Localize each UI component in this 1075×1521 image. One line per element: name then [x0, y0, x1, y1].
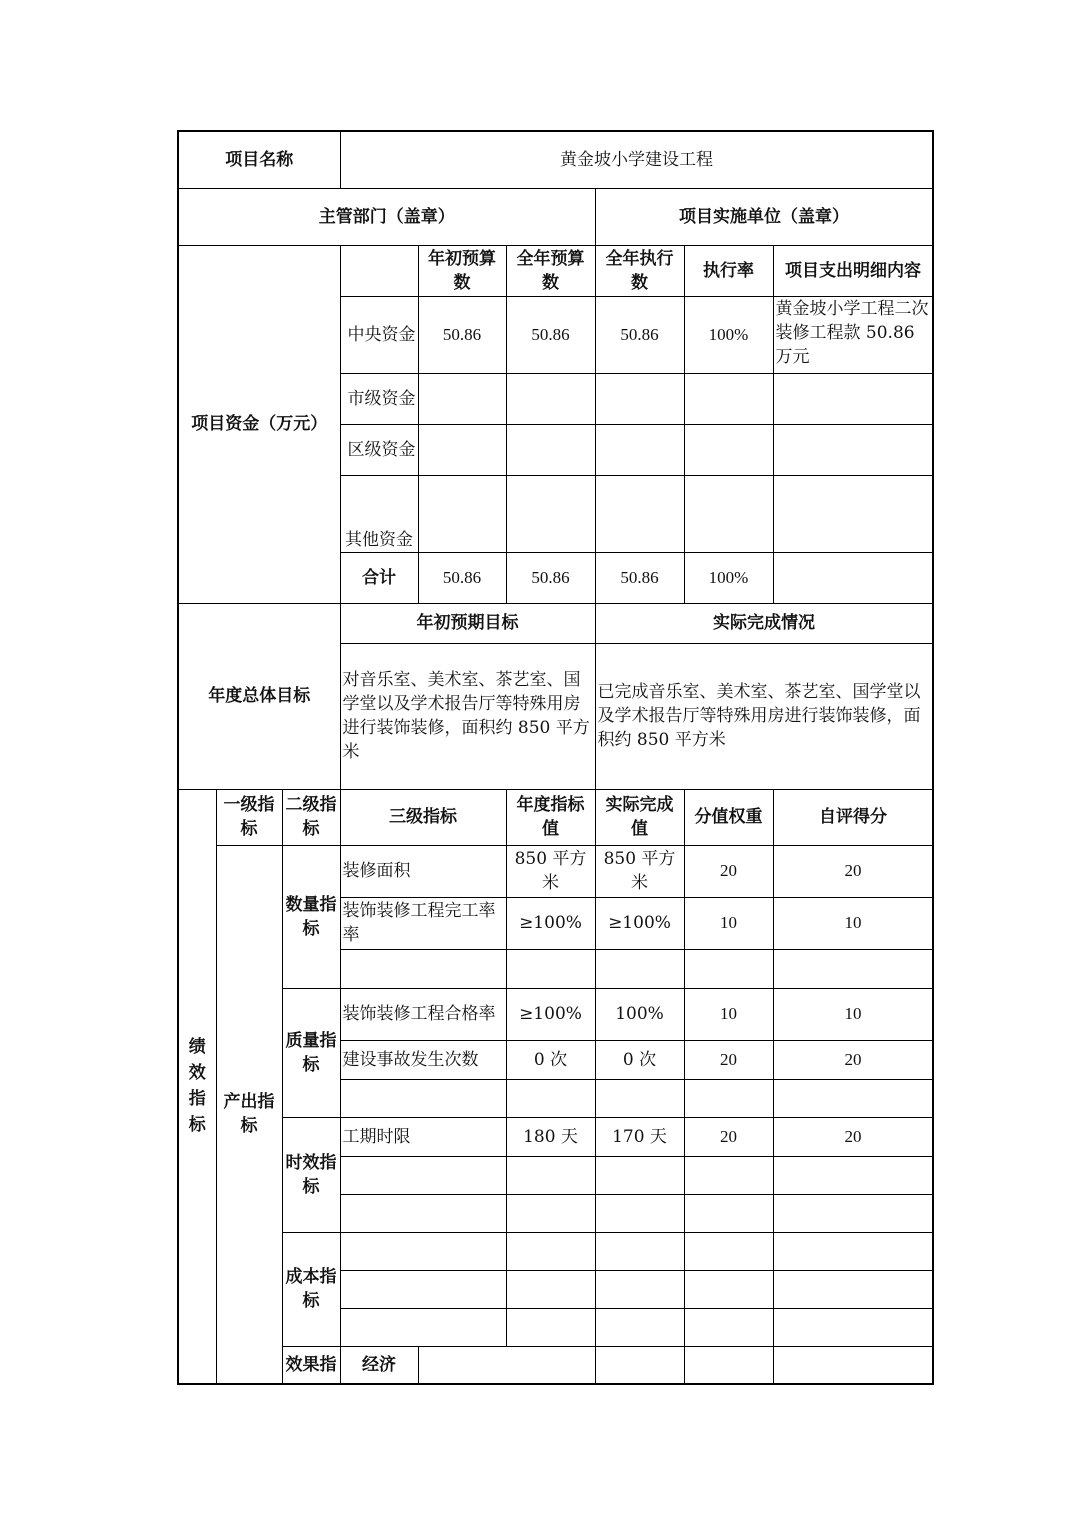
indicator-actual: 0 次	[595, 1040, 684, 1079]
indicator-score: 10	[773, 988, 933, 1040]
funds-header-annual: 全年预算数	[506, 245, 595, 296]
funds-row-label: 市级资金	[340, 373, 418, 424]
indicator-weight	[684, 949, 773, 988]
funds-row-label: 中央资金	[340, 296, 418, 373]
indicator-name: 工期时限	[340, 1117, 506, 1156]
expected-goal-text: 对音乐室、美术室、茶艺室、国学堂以及学术报告厅等特殊用房进行装饰装修，面积约 850 平方米	[340, 643, 595, 789]
indicator-target	[506, 1270, 595, 1308]
quality-indicator-label: 质量指标	[282, 988, 340, 1117]
expected-goal-header: 年初预期目标	[340, 603, 595, 643]
indicator-actual	[595, 1079, 684, 1117]
performance-label: 绩效指标	[178, 789, 216, 1384]
funds-cell	[595, 475, 684, 552]
funds-header-executed: 全年执行数	[595, 245, 684, 296]
funds-header-rate: 执行率	[684, 245, 773, 296]
indicator-score	[773, 1232, 933, 1270]
effect-indicator-label: 效果指	[282, 1346, 340, 1384]
indicator-weight	[684, 1308, 773, 1346]
cost-indicator-label: 成本指标	[282, 1232, 340, 1346]
funds-cell	[418, 475, 506, 552]
funds-cell	[595, 373, 684, 424]
funds-cell	[684, 475, 773, 552]
indicator-name	[418, 1346, 595, 1384]
funds-header-detail: 项目支出明细内容	[773, 245, 933, 296]
indicator-name	[340, 1308, 506, 1346]
indicator-name: 装修面积	[340, 845, 506, 897]
funds-cell	[506, 373, 595, 424]
project-name-value: 黄金坡小学建设工程	[340, 131, 933, 188]
quantity-indicator-label: 数量指标	[282, 845, 340, 988]
funds-total-cell: 50.86	[506, 552, 595, 603]
indicator-target	[506, 949, 595, 988]
indicator-target: ≥100%	[506, 988, 595, 1040]
indicator-score: 20	[773, 845, 933, 897]
funds-cell	[684, 424, 773, 475]
indicator-actual: 100%	[595, 988, 684, 1040]
actual-goal-header: 实际完成情况	[595, 603, 933, 643]
indicator-score	[773, 1079, 933, 1117]
indicator-name	[340, 1156, 506, 1194]
indicator-weight	[773, 1346, 933, 1384]
funds-cell	[418, 373, 506, 424]
funds-detail: 黄金坡小学工程二次装修工程款 50.86 万元	[773, 296, 933, 373]
funds-cell	[684, 373, 773, 424]
project-table	[177, 130, 934, 1385]
funds-total-cell: 50.86	[418, 552, 506, 603]
indicator-name: 装饰装修工程合格率	[340, 988, 506, 1040]
indicator-weight	[684, 1270, 773, 1308]
indicator-weight: 20	[684, 1040, 773, 1079]
indicator-weight	[684, 1156, 773, 1194]
indicator-score	[773, 949, 933, 988]
indicator-weight: 10	[684, 897, 773, 949]
indicator-name: 装饰装修工程完工率率	[340, 897, 506, 949]
indicator-actual	[595, 1194, 684, 1232]
indicator-name: 建设事故发生次数	[340, 1040, 506, 1079]
funds-row-label: 其他资金	[340, 475, 418, 552]
indicator-weight: 10	[684, 988, 773, 1040]
indicator-score	[773, 1308, 933, 1346]
funds-header-blank	[340, 245, 418, 296]
indicator-score: 10	[773, 897, 933, 949]
indicator-actual	[595, 949, 684, 988]
annual-goal-label: 年度总体目标	[178, 603, 340, 789]
funds-cell: 50.86	[418, 296, 506, 373]
funds-cell: 50.86	[595, 296, 684, 373]
funds-detail	[773, 373, 933, 424]
funds-label: 项目资金（万元）	[178, 245, 340, 603]
indicator-target	[506, 1156, 595, 1194]
indicator-weight: 20	[684, 1117, 773, 1156]
funds-total-label: 合计	[340, 552, 418, 603]
actual-goal-text: 已完成音乐室、美术室、茶艺室、国学堂以及学术报告厅等特殊用房进行装饰装修，面积约 850 平方米	[595, 643, 933, 789]
indicator-actual	[595, 1308, 684, 1346]
funds-cell	[506, 475, 595, 552]
funds-header-initial: 年初预算数	[418, 245, 506, 296]
indicator-name	[340, 1232, 506, 1270]
funds-total-detail	[773, 552, 933, 603]
funds-cell: 100%	[684, 296, 773, 373]
perf-header-target: 年度指标值	[506, 789, 595, 845]
economic-indicator-label: 经济	[340, 1346, 418, 1384]
indicator-weight: 20	[684, 845, 773, 897]
performance-form	[177, 130, 934, 1385]
indicator-weight	[684, 1194, 773, 1232]
funds-detail	[773, 424, 933, 475]
indicator-target	[506, 1308, 595, 1346]
indicator-target	[595, 1346, 684, 1384]
indicator-actual: ≥100%	[595, 897, 684, 949]
perf-header-level3: 三级指标	[340, 789, 506, 845]
funds-detail	[773, 475, 933, 552]
supervisor-label: 主管部门（盖章）	[178, 188, 595, 245]
indicator-target: 0 次	[506, 1040, 595, 1079]
indicator-actual	[595, 1270, 684, 1308]
indicator-weight	[684, 1232, 773, 1270]
perf-header-level1: 一级指标	[216, 789, 282, 845]
indicator-score: 20	[773, 1117, 933, 1156]
perf-header-score: 自评得分	[773, 789, 933, 845]
funds-cell	[418, 424, 506, 475]
indicator-target: 180 天	[506, 1117, 595, 1156]
indicator-weight	[684, 1079, 773, 1117]
indicator-target: ≥100%	[506, 897, 595, 949]
timeliness-indicator-label: 时效指标	[282, 1117, 340, 1232]
indicator-target	[506, 1194, 595, 1232]
indicator-score: 20	[773, 1040, 933, 1079]
perf-header-weight: 分值权重	[684, 789, 773, 845]
indicator-name	[340, 949, 506, 988]
indicator-score	[773, 1194, 933, 1232]
indicator-actual	[684, 1346, 773, 1384]
project-name-label: 项目名称	[178, 131, 340, 188]
funds-row-label: 区级资金	[340, 424, 418, 475]
indicator-actual: 850 平方米	[595, 845, 684, 897]
indicator-name	[340, 1194, 506, 1232]
perf-header-level2: 二级指标	[282, 789, 340, 845]
indicator-score	[773, 1270, 933, 1308]
indicator-target	[506, 1232, 595, 1270]
indicator-actual: 170 天	[595, 1117, 684, 1156]
funds-cell	[595, 424, 684, 475]
indicator-score	[773, 1156, 933, 1194]
indicator-actual	[595, 1156, 684, 1194]
indicator-target: 850 平方米	[506, 845, 595, 897]
perf-header-actual: 实际完成值	[595, 789, 684, 845]
funds-cell: 50.86	[506, 296, 595, 373]
funds-total-cell: 50.86	[595, 552, 684, 603]
indicator-actual	[595, 1232, 684, 1270]
indicator-name	[340, 1270, 506, 1308]
indicator-target	[506, 1079, 595, 1117]
implementer-label: 项目实施单位（盖章）	[595, 188, 933, 245]
funds-cell	[506, 424, 595, 475]
funds-total-cell: 100%	[684, 552, 773, 603]
output-indicator-label: 产出指标	[216, 845, 282, 1384]
indicator-name	[340, 1079, 506, 1117]
